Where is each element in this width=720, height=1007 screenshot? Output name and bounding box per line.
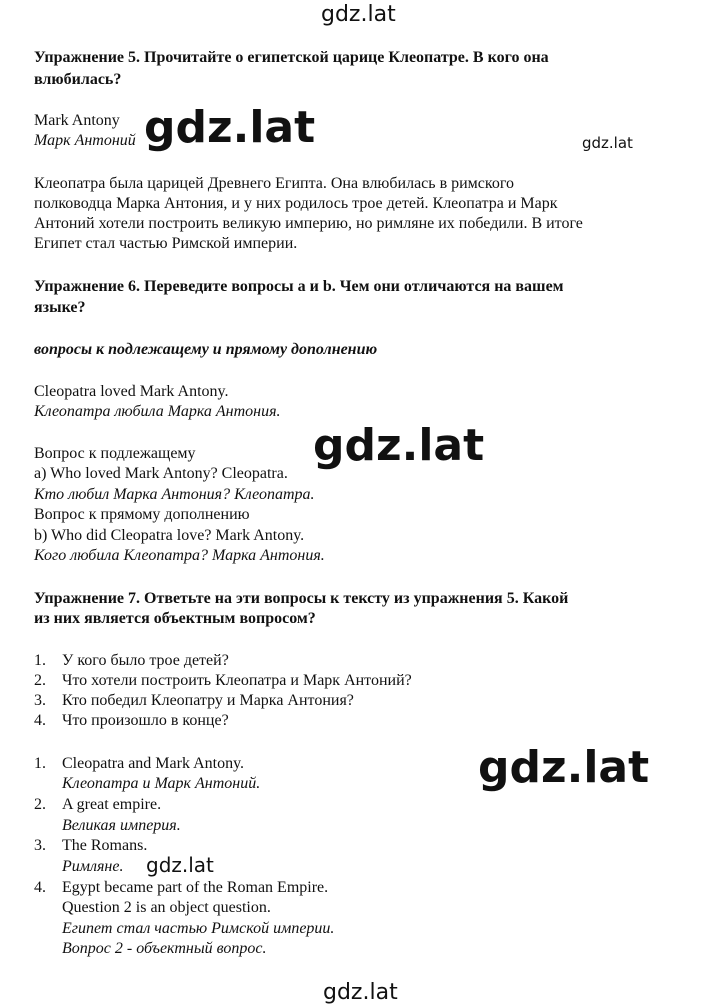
watermark-bottom: gdz.lat (323, 980, 398, 1005)
ex7-object-question-ru: Вопрос 2 - объектный вопрос. (62, 940, 267, 957)
ex6-subtitle: вопросы к подлежащему и прямому дополнению (34, 341, 378, 358)
ex7-answer-2-ru: Великая империя. (62, 817, 181, 834)
watermark-large-3: gdz.lat (478, 742, 650, 793)
ex5-answer-en: Mark Antony (34, 112, 120, 129)
watermark-large-2: gdz.lat (313, 420, 485, 471)
ex7-answer-3-number: 3. (34, 837, 46, 854)
ex7-answer-1-ru: Клеопатра и Марк Антоний. (62, 775, 261, 792)
ex7-question-3-number: 3. (34, 692, 46, 709)
ex6-question-a-ru: Кто любил Марка Антония? Клеопатра. (34, 486, 315, 503)
ex7-question-2: Что хотели построить Клеопатра и Марк Антоний? (62, 672, 412, 689)
ex7-title-line1: Упражнение 7. Ответьте на эти вопросы к тексту из упражнения 5. Какой (34, 590, 569, 607)
ex7-object-question-en: Question 2 is an object question. (62, 899, 271, 916)
ex6-question-b-ru: Кого любила Клеопатра? Марка Антония. (34, 547, 325, 564)
watermark-top: gdz.lat (321, 2, 396, 27)
ex7-answer-4-en: Egypt became part of the Roman Empire. (62, 879, 329, 896)
ex7-question-1-number: 1. (34, 652, 46, 669)
watermark-large-1: gdz.lat (144, 102, 316, 153)
ex7-title-line2: из них является объектным вопросом? (34, 610, 316, 627)
watermark-medium: gdz.lat (146, 853, 214, 877)
ex5-title-line1: Упражнение 5. Прочитайте о египетской царице Клеопатре. В кого она (34, 49, 549, 66)
ex7-answer-2-number: 2. (34, 796, 46, 813)
ex7-answer-4-ru: Египет стал частью Римской империи. (62, 920, 335, 937)
ex6-sentence-ru: Клеопатра любила Марка Антония. (34, 403, 281, 420)
ex7-answer-1-number: 1. (34, 755, 46, 772)
ex6-sentence-en: Cleopatra loved Mark Antony. (34, 383, 229, 400)
watermark-small-right: gdz.lat (582, 134, 633, 152)
ex5-paragraph-line3: Антоний хотели построить великую империю, но римляне их победили. В итоге (34, 215, 583, 232)
ex5-title-line2: влюбилась? (34, 71, 122, 88)
ex7-question-4: Что произошло в конце? (62, 712, 229, 729)
ex6-question-b-en: b) Who did Cleopatra love? Mark Antony. (34, 527, 305, 544)
ex7-answer-2-en: A great empire. (62, 796, 162, 813)
ex7-question-4-number: 4. (34, 712, 46, 729)
ex7-answer-3-ru: Римляне. (62, 858, 124, 875)
ex6-object-question-label: Вопрос к прямому дополнению (34, 506, 250, 523)
ex7-question-3: Кто победил Клеопатру и Марка Антония? (62, 692, 354, 709)
ex5-paragraph-line4: Египет стал частью Римской империи. (34, 235, 298, 252)
ex6-title-line1: Упражнение 6. Переведите вопросы a и b. Чем они отличаются на вашем (34, 278, 564, 295)
ex5-paragraph-line1: Клеопатра была царицей Древнего Египта. Она влюбилась в римского (34, 175, 515, 192)
ex7-question-1: У кого было трое детей? (62, 652, 229, 669)
ex7-answer-3-en: The Romans. (62, 837, 148, 854)
ex6-question-a-en: a) Who loved Mark Antony? Cleopatra. (34, 465, 288, 482)
ex7-answer-4-number: 4. (34, 879, 46, 896)
ex7-answer-1-en: Cleopatra and Mark Antony. (62, 755, 245, 772)
ex6-subject-question-label: Вопрос к подлежащему (34, 445, 196, 462)
ex6-title-line2: языке? (34, 299, 86, 316)
ex5-paragraph-line2: полководца Марка Антония, и у них родилось трое детей. Клеопатра и Марк (34, 195, 558, 212)
ex7-question-2-number: 2. (34, 672, 46, 689)
ex5-answer-ru: Марк Антоний (34, 132, 136, 149)
